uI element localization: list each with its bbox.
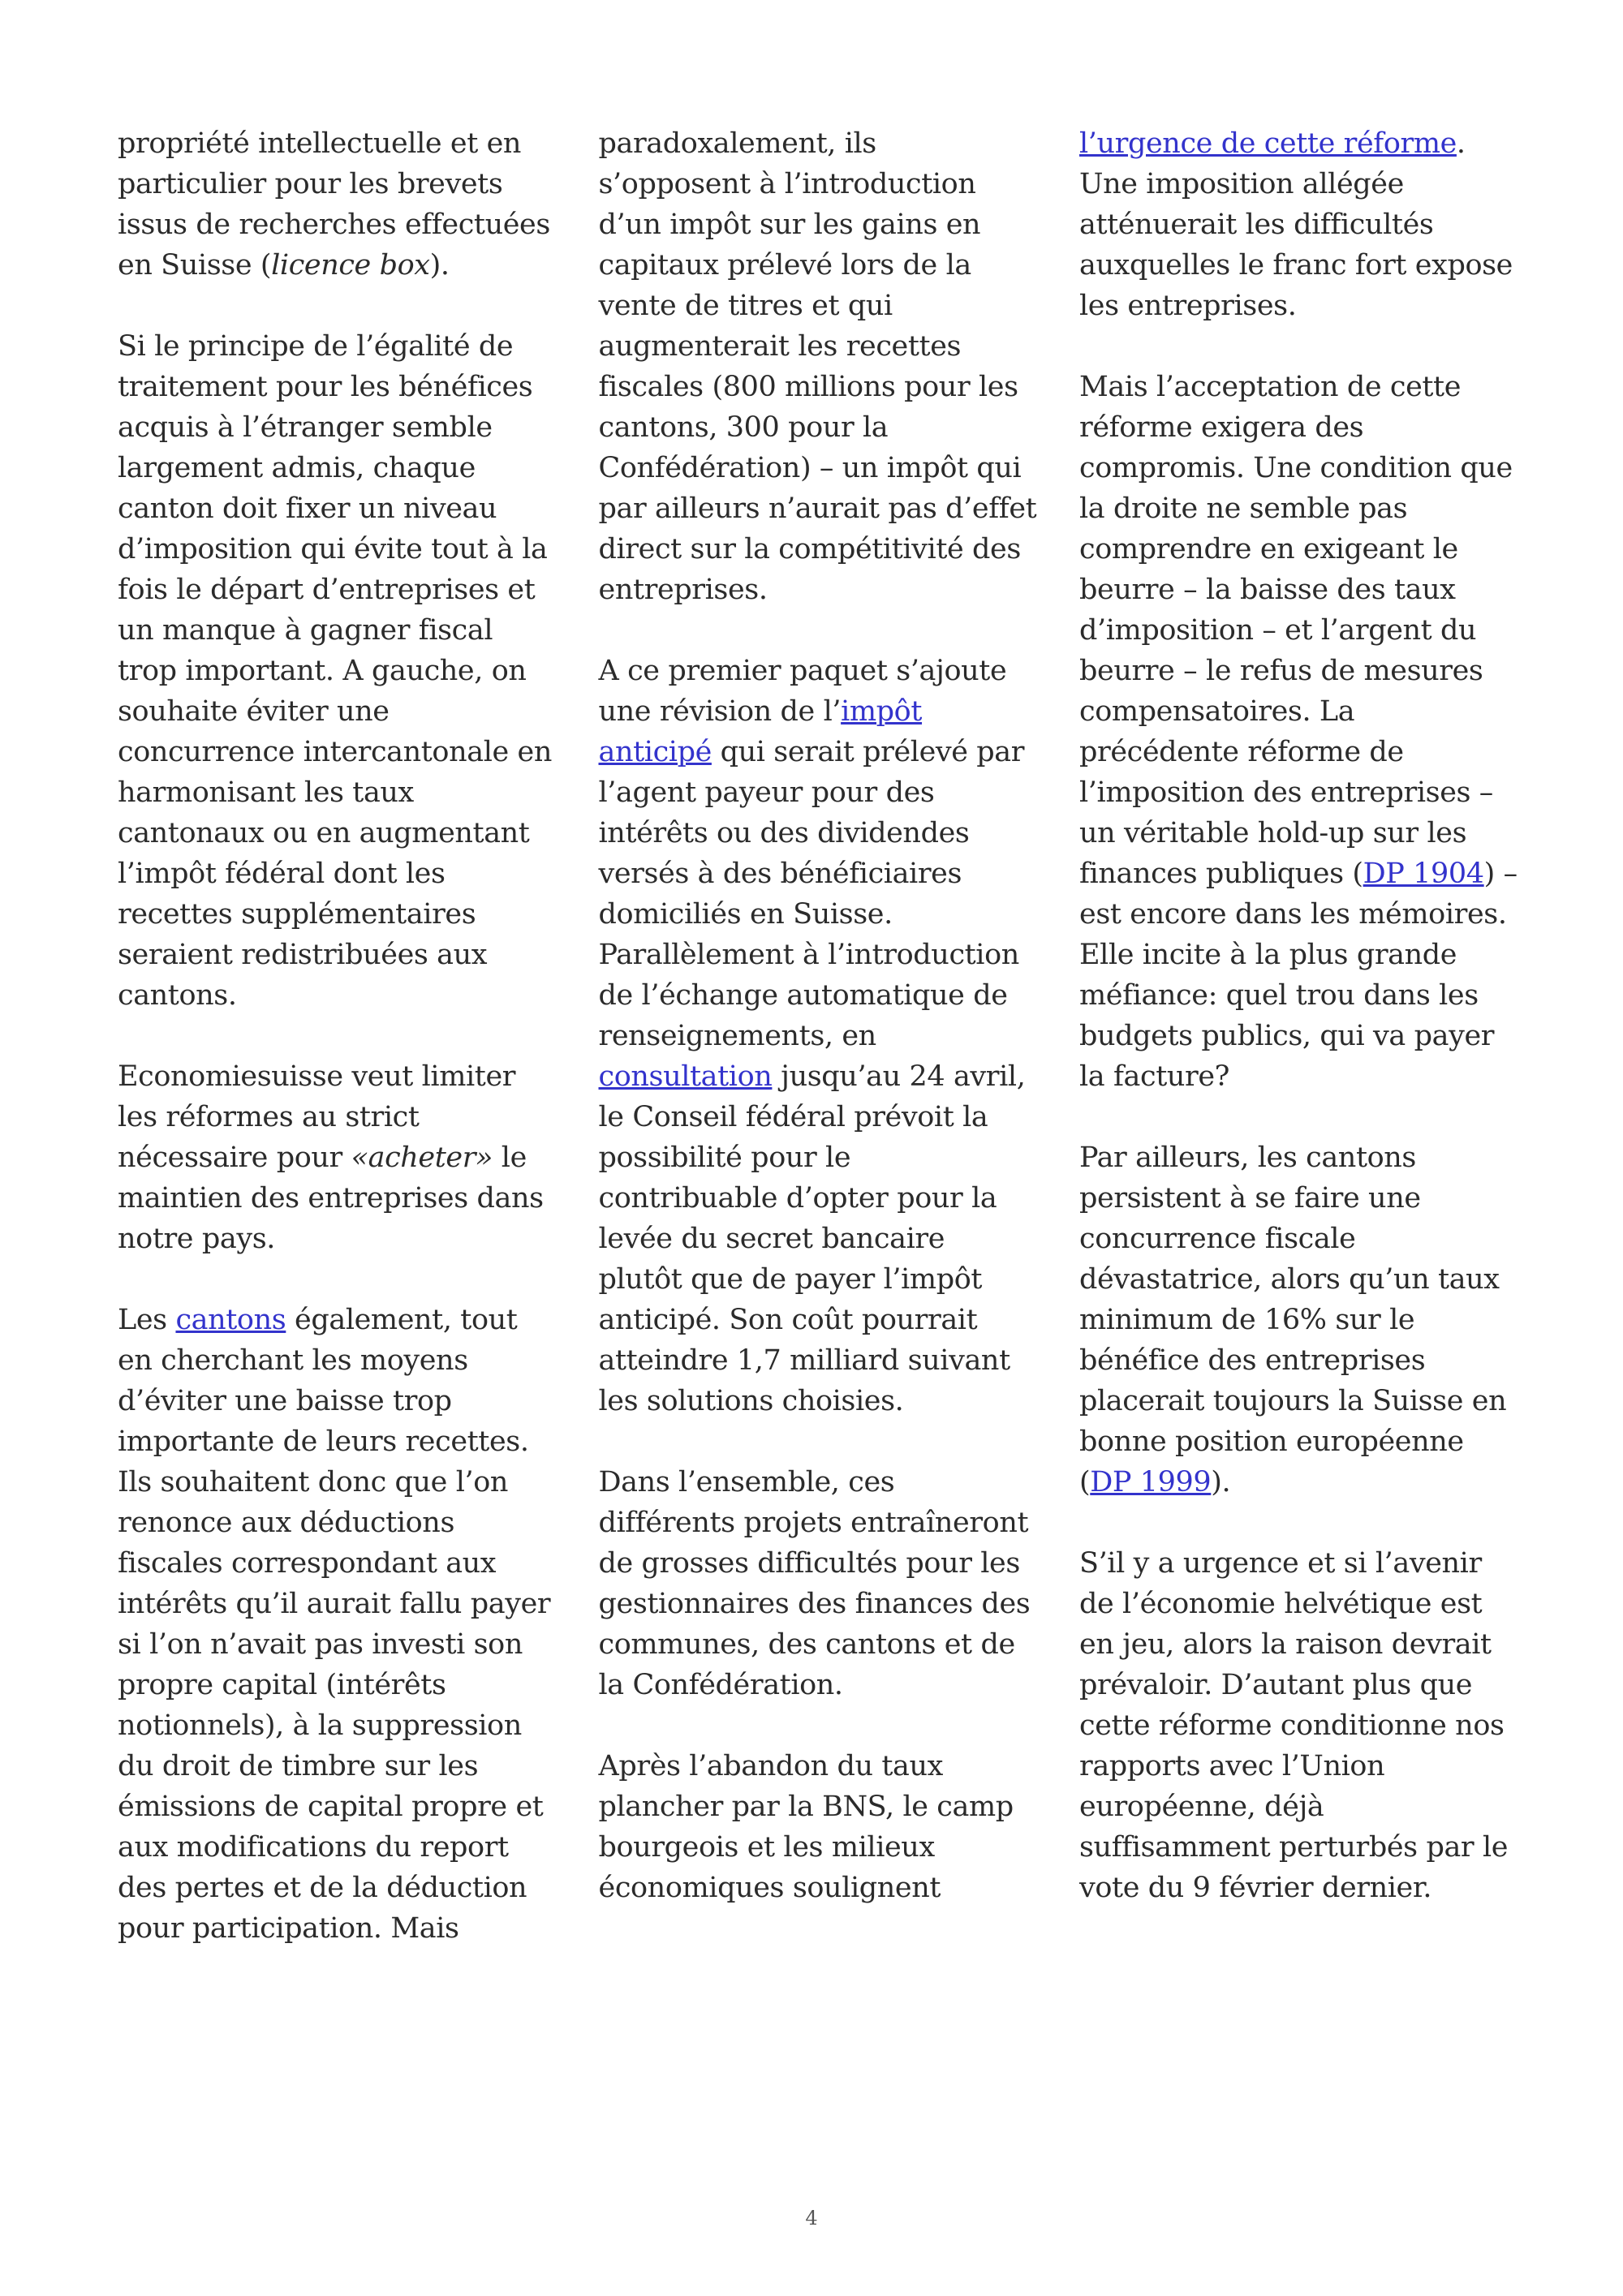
link-consultation[interactable]: consultation (598, 1060, 773, 1093)
paragraph (1079, 1137, 1518, 1503)
paragraph-text: Si le principe de l’égalité de traitement pour les bénéfices acquis à l’étranger semble largement admis, chaque canton doit fixer un niveau d’imposition qui évite tout à la fois le départ d’entreprises et un manque à gagner fiscal trop important. A gauche, on souhaite éviter une concurrence intercantonale en harmonisant les taux cantonaux ou en augmentant l’impôt fédéral dont les recettes supplémentaires seraient redistribuées aux cantons. (118, 330, 553, 1012)
paragraph-text: paradoxalement, ils s’opposent à l’introduction d’un impôt sur les gains en capitaux prélevé lors de la vente de titres et qui augmenterait les recettes fiscales (800 millions pour les cantons, 300 pour la Confédération) – un impôt qui par ailleurs n’aurait pas d’effet direct sur la compétitivité des entreprises. (598, 127, 1037, 606)
paragraph-text: également, tout en cherchant les moyens d’éviter une baisse trop importante de leurs recettes. Ils souhaitent donc que l’on renonce aux déductions fiscales correspondant aux intérêts qu’il aurait fallu payer si l’on n’avait pas investi son propre capital (intérêts notionnels), à la suppression du droit de timbre sur les émissions de capital propre et aux modifications du report des pertes et de la déduction pour participation. Mais (118, 1304, 551, 1945)
paragraph-text: Les (118, 1304, 176, 1336)
paragraph-text: ) – est encore dans les mémoires. Elle incite à la plus grande méfiance: quel trou dans les budgets publics, qui va payer la facture? (1079, 858, 1518, 1093)
link-dp-1904[interactable]: DP 1904 (1363, 858, 1484, 890)
paragraph (118, 326, 556, 1016)
link-urgence-reforme[interactable]: l’urgence de cette réforme (1079, 127, 1457, 160)
paragraph (1079, 123, 1518, 326)
column-2 (599, 123, 1037, 1989)
paragraph-text: Mais l’acceptation de cette réforme exigera des compromis. Une condition que la droite ne semble pas comprendre en exigeant le beurre – la baisse des taux d’imposition – et l’argent du beurre – le refus de mesures compensatoires. La précédente réforme de l’imposition des entreprises – un véritable hold-up sur les finances publiques ( (1079, 371, 1513, 890)
paragraph-text: Economiesuisse veut limiter les réformes au strict nécessaire pour (118, 1060, 516, 1174)
paragraph-text: Par ailleurs, les cantons persistent à se faire une concurrence fiscale dévastatrice, alors qu’un taux minimum de 16% sur le bénéfice des entreprises placerait toujours la Suisse en bonne position européenne ( (1079, 1142, 1507, 1498)
paragraph (1079, 1543, 1518, 1908)
article-columns (118, 123, 1518, 1989)
paragraph (599, 1462, 1037, 1705)
emphasis-text: «acheter» (351, 1142, 493, 1174)
paragraph-text: Après l’abandon du taux plancher par la BNS, le camp bourgeois et les milieux économiques soulignent (598, 1750, 1014, 1904)
paragraph (118, 1300, 556, 1949)
link-impot-anticipe[interactable]: impôt anticipé (598, 695, 923, 768)
paragraph-text: jusqu’au 24 avril, le Conseil fédéral prévoit la possibilité pour le contribuable d’opter pour la levée du secret bancaire plutôt que de payer l’impôt anticipé. Son coût pourrait atteindre 1,7 milliard suivant les solutions choisies. (598, 1060, 1026, 1417)
paragraph-text: ). (1211, 1466, 1231, 1498)
column-3 (1079, 123, 1518, 1989)
paragraph-text: propriété intellectuelle et en particulier pour les brevets issus de recherches effectuées en Suisse ( (118, 127, 550, 282)
paragraph-text: . Une imposition allégée atténuerait les difficultés auxquelles le franc fort expose les entreprises. (1079, 127, 1513, 322)
column-1 (118, 123, 556, 1989)
paragraph-text: S’il y a urgence et si l’avenir de l’économie helvétique est en jeu, alors la raison devrait prévaloir. D’autant plus que cette réforme conditionne nos rapports avec l’Union européenne, déjà suffisamment perturbés par le vote du 9 février dernier. (1079, 1547, 1509, 1904)
paragraph (1079, 367, 1518, 1097)
page-number: 4 (805, 2207, 818, 2229)
paragraph-text: qui serait prélevé par l’agent payeur pour des intérêts ou des dividendes versés à des bénéficiaires domiciliés en Suisse. Parallèlement à l’introduction de l’échange automatique de renseignements, en (598, 736, 1025, 1052)
paragraph-text: ). (429, 249, 450, 282)
paragraph (118, 123, 556, 286)
paragraph (599, 651, 1037, 1421)
emphasis-text: licence box (271, 249, 430, 282)
link-dp-1999[interactable]: DP 1999 (1090, 1466, 1212, 1498)
paragraph-text: Dans l’ensemble, ces différents projets entraîneront de grosses difficultés pour les gestionnaires des finances des communes, des cantons et de la Confédération. (598, 1466, 1031, 1701)
link-cantons[interactable]: cantons (175, 1304, 286, 1336)
paragraph (599, 1746, 1037, 1908)
paragraph (599, 123, 1037, 610)
paragraph (118, 1056, 556, 1259)
paragraph-text: le maintien des entreprises dans notre pays. (118, 1142, 544, 1255)
paragraph-text: A ce premier paquet s’ajoute une révision de l’ (598, 655, 1007, 728)
